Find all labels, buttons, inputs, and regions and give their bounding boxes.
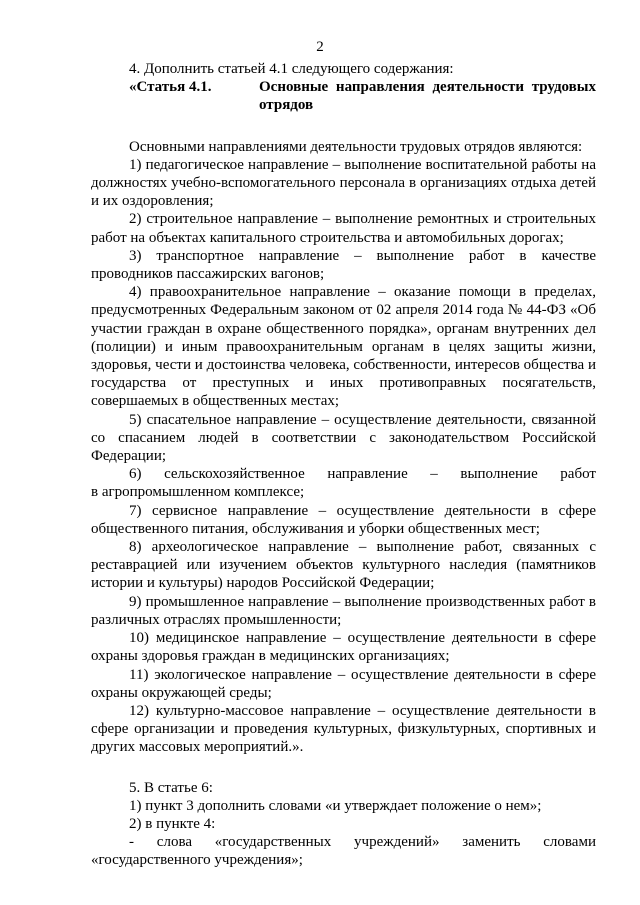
- article-title: Основные направления деятельности трудовых отрядов: [259, 79, 596, 114]
- section-5-point-1: 1) пункт 3 дополнить словами «и утверждает положение о нем»;: [129, 797, 542, 814]
- article-number: «Статья 4.1.: [129, 79, 212, 96]
- article-lead: Основными направлениями деятельности трудовых отрядов являются:: [129, 138, 583, 155]
- list-item-6-tail: в агропромышленном комплексе;: [91, 484, 305, 501]
- spacer: [91, 115, 596, 138]
- list-item-6-first-line: [91, 465, 596, 483]
- dash-item-first-line: [91, 833, 596, 851]
- list-item: 10) медицинское направление – осуществление деятельности в сфере охраны здоровья граждан в медицинских организациях;: [91, 630, 596, 665]
- list-item: 12) культурно-массовое направление – осуществление деятельности в сфере организации и проведения культурных, физкультурных, спортивных и других массовых мероприятий.».: [91, 702, 596, 756]
- list-item: 7) сервисное направление – осуществление деятельности в сфере общественного питания, обслуживания и уборки общественных мест;: [91, 502, 596, 537]
- list-item-6-word: сельскохозяйственное: [164, 466, 305, 483]
- section-5-intro: 5. В статье 6:: [129, 779, 213, 796]
- spacer: [91, 757, 596, 779]
- article-heading: [91, 78, 596, 114]
- dash-item-word: словами: [543, 834, 596, 851]
- document-body: [91, 60, 596, 870]
- list-item: 8) археологическое направление – выполнение работ, связанных с реставрацией или изучением объектов культурного наследия (памятников истории и культуры) народов Российской Федерации;: [91, 539, 596, 592]
- dash-item-tail: «государственного учреждения»;: [91, 852, 303, 869]
- list-item-6-word: выполнение: [460, 466, 538, 483]
- dash-item-word: «государственных: [214, 834, 332, 851]
- list-item: 3) транспортное направление – выполнение работ в качестве проводников пассажирских вагонов;: [91, 247, 596, 283]
- dash-item-word: слова: [156, 834, 192, 851]
- list-item: 1) педагогическое направление – выполнение воспитательной работы на должностях учебно-вспомогательного персонала в организациях отдыха детей и их оздоровления;: [91, 156, 596, 210]
- list-item: 11) экологическое направление – осуществление деятельности в сфере охраны окружающей среды;: [91, 666, 596, 701]
- list-item-6-word: –: [430, 466, 438, 483]
- dash-item-word: заменить: [462, 834, 521, 851]
- page-number: 2: [316, 39, 324, 55]
- list-item: 9) промышленное направление – выполнение производственных работ в различных отраслях промышленности;: [91, 593, 596, 628]
- list-item: 4) правоохранительное направление – оказание помощи в пределах, предусмотренных Федеральным законом от 02 апреля 2014 года № 44-ФЗ «Об участии граждан в охране общественного порядка», органам внутренних дел (полиции) и иным правоохранительным органам в целях защиты жизни, здоровья, чести и достоинства человека, собственности, интересов общества и государства от преступных и иных противоправных посягательств, совершаемых в общественных местах;: [91, 284, 596, 410]
- list-item-6-word: 6): [129, 466, 142, 483]
- section-4-intro: 4. Дополнить статьей 4.1 следующего содержания:: [129, 61, 454, 77]
- list-item-6-word: направление: [327, 466, 408, 483]
- list-item: 5) спасательное направление – осуществление деятельности, связанной со спасанием людей в соответствии с законодательством Российской Федерации;: [91, 411, 596, 465]
- dash-item-word: учреждений»: [354, 834, 440, 851]
- list-item: 2) строительное направление – выполнение ремонтных и строительных работ на объектах капитального строительства и автомобильных дорогах;: [91, 211, 596, 246]
- section-5-point-2: 2) в пункте 4:: [129, 815, 216, 832]
- list-item-6-word: работ: [560, 466, 596, 483]
- dash-item-word: -: [129, 834, 134, 851]
